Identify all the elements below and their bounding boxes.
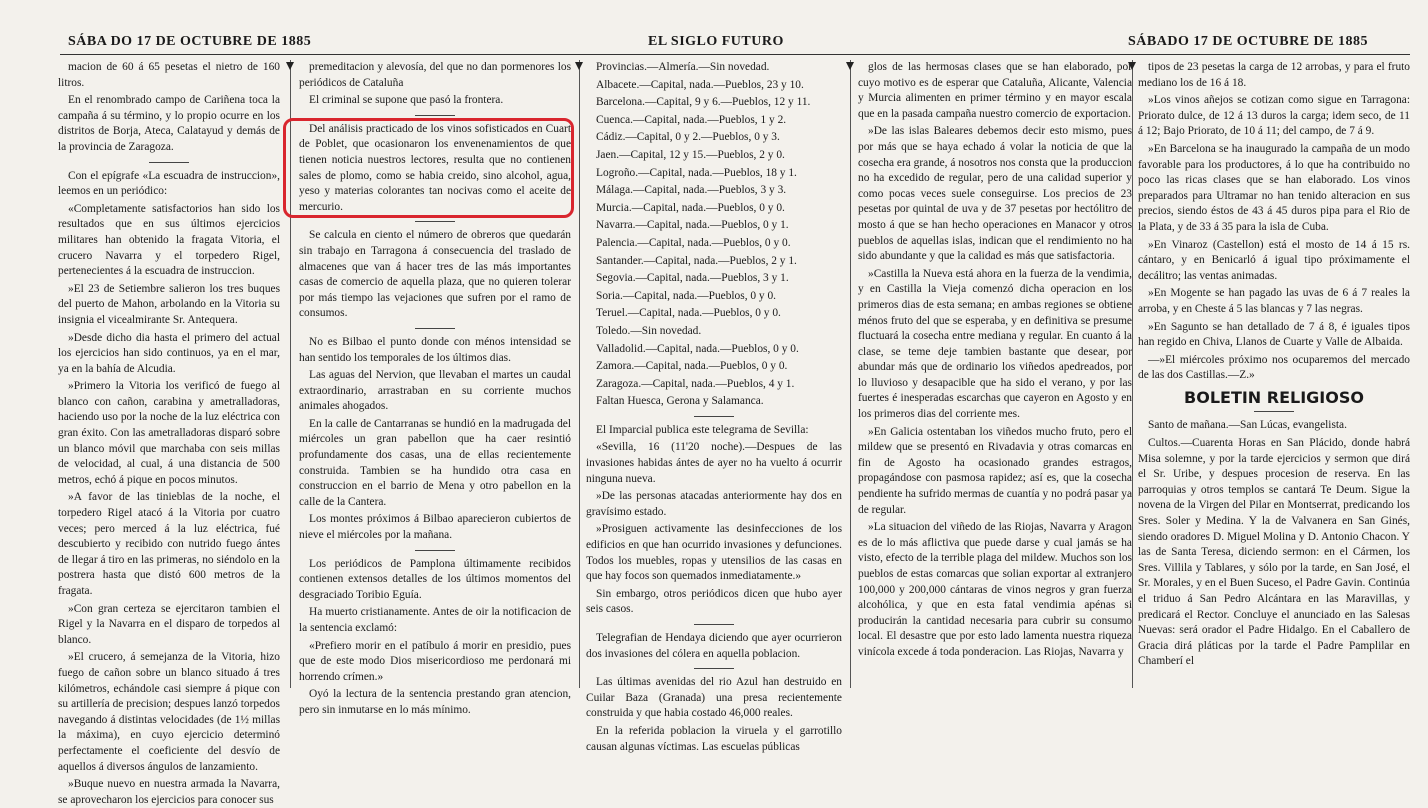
- column-5: [1138, 60, 1410, 688]
- paragraph: »De las islas Baleares debemos decir esto mismo, pues por más que se haya echado á volar la noticia de que la cosecha era grande, á nosotros nos consta que la produccion no ha excedido de regular, pero de una calidad superior y como pocas veces suele conseguirse. Los precios de 23 pesetas por quintal de uva y de 37 pesetas por hectólitro de mosto á que se han hecho operaciones en Manacor y otros pueblos de aquellas islas, indican que el rendimiento no ha sido abundante y que la calidad es más que satisfactoria.: [858, 125, 1132, 263]
- page-header: [0, 0, 1428, 56]
- paragraph: «Sevilla, 16 (11'20 noche).—Despues de las invasiones habidas ántes de ayer no ha vuelto á ocurrir ninguna nueva.: [586, 441, 842, 485]
- column-divider: [579, 60, 580, 688]
- article-separator: [694, 416, 734, 417]
- paragraph: »En Mogente se han pagado las uvas de 6 á 7 reales la arroba, y en Cheste á 5 las blancas y 7 las negras.: [1138, 287, 1410, 315]
- paragraph: El Imparcial publica este telegrama de Sevilla:: [596, 423, 809, 436]
- paragraph: Zaragoza.—Capital, nada.—Pueblos, 4 y 1.: [596, 377, 795, 390]
- paragraph: »Desde dicho dia hasta el primero del actual los ejercicios han sido continuos, ya en el mar, ya en la bahía de Alcudia.: [58, 331, 280, 375]
- column-4: [858, 60, 1132, 688]
- paragraph: Santo de mañana.—San Lúcas, evangelista.: [1148, 419, 1347, 432]
- paragraph: Las últimas avenidas del rio Azul han destruido en Cuilar Baza (Granada) una presa recientemente construida y que habia costado 46,000 reales.: [586, 676, 842, 720]
- paragraph: —»El miércoles próximo nos ocuparemos del mercado de las dos Castillas.—Z.»: [1138, 353, 1410, 382]
- paragraph: glos de las hermosas clases que se han elaborado, por cuyo motivo es de esperar que Cataluña, Alicante, Valencia y Murcia alimenten en primer término y en mayor escala que en la pasada campaña nuestro comercio de exportacion.: [858, 61, 1132, 120]
- paragraph: Los montes próximos á Bilbao aparecieron cubiertos de nieve el miércoles por la mañana.: [299, 513, 571, 542]
- paragraph: Valladolid.—Capital, nada.—Pueblos, 0 y 0.: [596, 342, 799, 355]
- paragraph: Cultos.—Cuarenta Horas en San Plácido, donde habrá Misa solemne, y por la tarde ejercicios y sermon que dirá el Sr. Uribe, y despues procesion de reserva. En las parroquias y otros templos se cantará Te Deum. Sigue la novena de la Virgen del Pilar en Montserrat, predicando los Sres. Soler y Medina. Y la de Valvanera en San Ginés, siendo oradores D. Miguel Molina y D. Antonio Chacon. Y las de Santa Teresa, diciendo sermon: en el Cármen, los Sres. Villila y Tablares, y sólo por la tarde, en San José, el Sr. Morales, y en el Buen Suceso, el Padre Gavin. Continúa el triduo á San Pedro Alcántara en las Maravillas, y predicará el Rector. Concluye el anunciado en las Salesas Nuevas: será orador el Padre Hidalgo. En el Caballero de Gracia dirá pláticas por la tarde el Padre Pamplilar en Chamberí el: [1138, 437, 1410, 668]
- paragraph: Segovia.—Capital, nada.—Pueblos, 3 y 1.: [596, 272, 789, 285]
- paragraph: »Con gran certeza se ejercitaron tambien el Rigel y la Navarra en el disparo de torpedos al blanco.: [58, 602, 280, 646]
- paragraph: Se calcula en ciento el número de obreros que quedarán sin trabajo en Tarragona á consecuencia del traslado de almacenes que van á hacer tres de las más importantes casas de comercio de aquella plaza, que no quieren tolerar por más tiempo las vejaciones que sufren por el ramo de consumos.: [299, 229, 571, 320]
- paragraph: Palencia.—Capital, nada.—Pueblos, 0 y 0.: [596, 236, 791, 249]
- paragraph: Barcelona.—Capital, 9 y 6.—Pueblos, 12 y 11.: [596, 96, 811, 109]
- column-marker-icon: [846, 62, 854, 70]
- paragraph: Jaen.—Capital, 12 y 15.—Pueblos, 2 y 0.: [596, 148, 785, 161]
- paragraph: »El crucero, á semejanza de la Vitoria, hizo fuego de cañon sobre un blanco situado á tres kilómetros, echándole casi siempre á pique con su artillería de precision; despues lanzó torpedos navegando á distintas velocidades (de 1½ millas la máxima), en cuyo ejercicio determinó perfectamente el coeficiente del desvío de aquellos á diversos ángulos de lanzamiento.: [58, 651, 280, 773]
- paragraph: Albacete.—Capital, nada.—Pueblos, 23 y 10.: [596, 78, 804, 91]
- paragraph: Con el epígrafe «La escuadra de instruccion», leemos en un periódico:: [58, 169, 280, 198]
- paragraph: »Buque nuevo en nuestra armada la Navarra, se aprovecharon los ejercicios para conocer sus: [58, 778, 280, 806]
- paragraph: »Primero la Vitoria los verificó de fuego al blanco con cañon, carabina y ametralladoras, haciendo uso por la noche de la luz eléctrica con gran éxito. Con las ametralladoras disparó sobre un blanco móvil que marchaba con seis millas de velocidad, al cual, á una distancia de 500 metros, echó á pique en pocos minutos.: [58, 380, 280, 486]
- highlight-box: [283, 118, 574, 218]
- column-1: [58, 60, 280, 806]
- paragraph: En la calle de Cantarranas se hundió en la madrugada del miércoles un gran pabellon que ha caer resintió profundamente dos casas, una de ellas recientemente construida. Tambien se ha hundido otra casa en construccion en el barrio de Mena y otro pabellon en la calle de la Cantera.: [299, 417, 571, 508]
- newspaper-title: EL SIGLO FUTURO: [648, 34, 784, 49]
- paragraph: Del análisis practicado de los vinos sofisticados en Cuart de Poblet, que ocasionaron los envenenamientos de que tienen noticia nuestros lectores, resulta que no contienen sales de plomo, como se habia creido, sino alcohol, agua, yeso y materias colorantes tan nocivas como el aceite de mercurio.: [299, 122, 571, 213]
- paragraph: premeditacion y alevosía, del que no dan pormenores los periódicos de Cataluña: [299, 61, 571, 89]
- paragraph: Santander.—Capital, nada.—Pueblos, 2 y 1.: [596, 254, 797, 267]
- paragraph: macion de 60 á 65 pesetas el nietro de 160 litros.: [58, 61, 280, 89]
- paragraph: Los periódicos de Pamplona últimamente recibidos contienen extensos detalles de los últimos momentos del desgraciado Toribio Eguía.: [299, 557, 571, 601]
- paragraph: »En Sagunto se han detallado de 7 á 8, é iguales tipos han regido en Chiva, Llanos de Cuarte y Valle de Albaida.: [1138, 320, 1410, 349]
- paragraph: Toledo.—Sin novedad.: [596, 324, 702, 337]
- paragraph: Logroño.—Capital, nada.—Pueblos, 18 y 1.: [596, 166, 797, 179]
- paragraph: Telegrafian de Hendaya diciendo que ayer ocurrieron dos invasiones del cólera en aquella poblacion.: [586, 632, 842, 660]
- paragraph: Málaga.—Capital, nada.—Pueblos, 3 y 3.: [596, 184, 787, 197]
- paragraph: »Castilla la Nueva está ahora en la fuerza de la vendimia, y en Castilla la Vieja comenzó dicha operacion en los primeros dias de esta semana; en ambas regiones se obtiene ménos fruto del que se esperaba, y en definitiva se presume fluctuará la cosecha entre mediana y regular. En cuanto á la clase, se teme deje tambien bastante que desear, por abundar más que de ordinario los viñedos apedreados, por lo lluvioso y desapacible que ha sido el verano, y por las fuertes é inesperadas escarchas que cayeron en Agosto y en los primeros dias del corriente mes.: [858, 267, 1132, 421]
- paragraph: »En Galicia ostentaban los viñedos mucho fruto, pero el mildew que se presentó en Rivadavia y otras comarcas en fin de Agosto ha ocasionado grandes estragos, propagándose con pasmosa rapidez; así es, que la cosecha pendiente ha sufrido mermas de cuantía y no podrá pasar ya de regular.: [858, 425, 1132, 516]
- paragraph: Las aguas del Nervion, que llevaban el martes un caudal extraordinario, arrastraban en su corriente muchos animales ahogados.: [299, 369, 571, 413]
- paragraph: Murcia.—Capital, nada.—Pueblos, 0 y 0.: [596, 201, 785, 214]
- paragraph: »Los vinos añejos se cotizan como sigue en Tarragona: Priorato dulce, de 12 á 13 duros la carga; idem seco, de 11 á 12; Bajo Priorato, de 10 á 11; del campo, de 7 á 9.: [1138, 94, 1410, 138]
- article-separator: [694, 624, 734, 625]
- paragraph: En la referida poblacion la viruela y el garrotillo causan algunas víctimas. Las escuelas públicas: [586, 724, 842, 753]
- paragraph: »En Barcelona se ha inaugurado la campaña de un modo favorable para los productores, á lo que ha contribuido no poco las ricas clases que se han elaborado. Los vinos preparados para Ultramar no han tenido alteracion en sus precios, siendo éstos de 43 á 45 duros pipa para el Rio de la Plata, y de 33 á 35 para la isla de Cuba.: [1138, 142, 1410, 233]
- paragraph: Oyó la lectura de la sentencia prestando gran atencion, pero sin inmutarse en lo más mínimo.: [299, 688, 571, 716]
- paragraph: Cuenca.—Capital, nada.—Pueblos, 1 y 2.: [596, 113, 787, 126]
- paragraph: No es Bilbao el punto donde con ménos intensidad se han sentido los temporales de los últimos dias.: [299, 335, 571, 364]
- article-separator: [415, 221, 455, 222]
- paragraph: «Prefiero morir en el patíbulo á morir en presidio, pues que de este modo Dios misericordioso me perdonará mi horrendo crímen.»: [299, 639, 571, 683]
- paragraph: »El 23 de Setiembre salieron los tres buques del puerto de Mahon, arbolando en la Vitoria su insignia el vicealmirante Sr. Antequera.: [58, 282, 280, 326]
- boletin-religioso-heading: BOLETIN RELIGIOSO: [1184, 387, 1364, 407]
- header-date-right: SÁBADO 17 DE OCTUBRE DE 1885: [1128, 34, 1368, 49]
- paragraph: Teruel.—Capital, nada.—Pueblos, 0 y 0.: [596, 307, 781, 320]
- header-date-left: SÁBA DO 17 DE OCTUBRE DE 1885: [68, 34, 312, 49]
- paragraph: Faltan Huesca, Gerona y Salamanca.: [596, 395, 764, 408]
- header-rule: [60, 54, 1410, 55]
- paragraph: Cádiz.—Capital, 0 y 2.—Pueblos, 0 y 3.: [596, 131, 780, 144]
- paragraph: »En Vinaroz (Castellon) está el mosto de 14 á 15 rs. cántaro, y en Benicarló á igual tipo próximamente el decálitro; las ventas animadas.: [1138, 238, 1410, 282]
- column-divider: [1132, 60, 1133, 688]
- paragraph: Sin embargo, otros periódicos dicen que hubo ayer seis casos.: [586, 587, 842, 616]
- paragraph: »Prosiguen activamente las desinfecciones de los edificios en que han ocurrido invasiones y defunciones. Todos los muebles, ropas y utensilios de las casas en que hay focos son quemados inmediatamente.»: [586, 523, 842, 583]
- paragraph: tipos de 23 pesetas la carga de 12 arrobas, y para el fruto mediano los de 16 á 18.: [1138, 61, 1410, 89]
- article-separator: [694, 668, 734, 669]
- paragraph: »A favor de las tinieblas de la noche, el torpedero Rigel atacó á la Vitoria por cuatro veces; pero merced á la luz eléctrica, fué descubierto y recibido con nutrido fuego ántes de llegar á tiro en las primeras, no siéndolo en la postrera hasta que distó 600 metros de la fragata.: [58, 491, 280, 597]
- column-3: [586, 60, 842, 753]
- paragraph: »De las personas atacadas anteriormente hay dos en gravísimo estado.: [586, 490, 842, 518]
- paragraph: »La situacion del viñedo de las Riojas, Navarra y Aragon es de lo más aflictiva que puede darse y cual jamás se ha visto, efecto de la terrible plaga del mildew. Muchos son los pueblos de estas comarcas que solian exportar al extranjero 100,000 y 200,000 cántaras de vinos negros y gran fuerza alcohólica, y que en esta fatal vendimia apénas si producirán la cantidad necesaria para cubrir su consumo local. El desastre que por esto lado lamenta nuestra riqueza vinícola excede á toda ponderacion. Las Riojas, Navarra y: [858, 521, 1132, 658]
- article-separator: [415, 115, 455, 116]
- paragraph: «Completamente satisfactorios han sido los resultados que en sus últimos ejercicios militares han obtenido la fragata Vitoria, el crucero Navarra y el torpedero Rigel, pertenecientes á la escuadra de instruccion.: [58, 202, 280, 278]
- column-marker-icon: [575, 62, 583, 70]
- article-separator: [415, 550, 455, 551]
- column-divider: [850, 60, 851, 688]
- article-separator: [415, 328, 455, 329]
- paragraph: Ha muerto cristianamente. Antes de oir la notificacion de la sentencia exclamó:: [299, 606, 571, 634]
- paragraph: Navarra.—Capital, nada.—Pueblos, 0 y 1.: [596, 219, 789, 232]
- article-separator: [149, 162, 189, 163]
- paragraph: El criminal se supone que pasó la frontera.: [309, 94, 504, 107]
- paragraph: Zamora.—Capital, nada.—Pueblos, 0 y 0.: [596, 360, 788, 373]
- column-marker-icon: [286, 62, 294, 70]
- heading-ornament: [1254, 411, 1294, 412]
- paragraph: Provincias.—Almería.—Sin novedad.: [596, 61, 770, 73]
- paragraph: En el renombrado campo de Cariñena toca la campaña á su término, y lo propio ocurre en los distritos de Borja, Ateca, Calatayud y demás de la provincia de Zaragoza.: [58, 94, 280, 153]
- paragraph: Soria.—Capital, nada.—Pueblos, 0 y 0.: [596, 289, 777, 302]
